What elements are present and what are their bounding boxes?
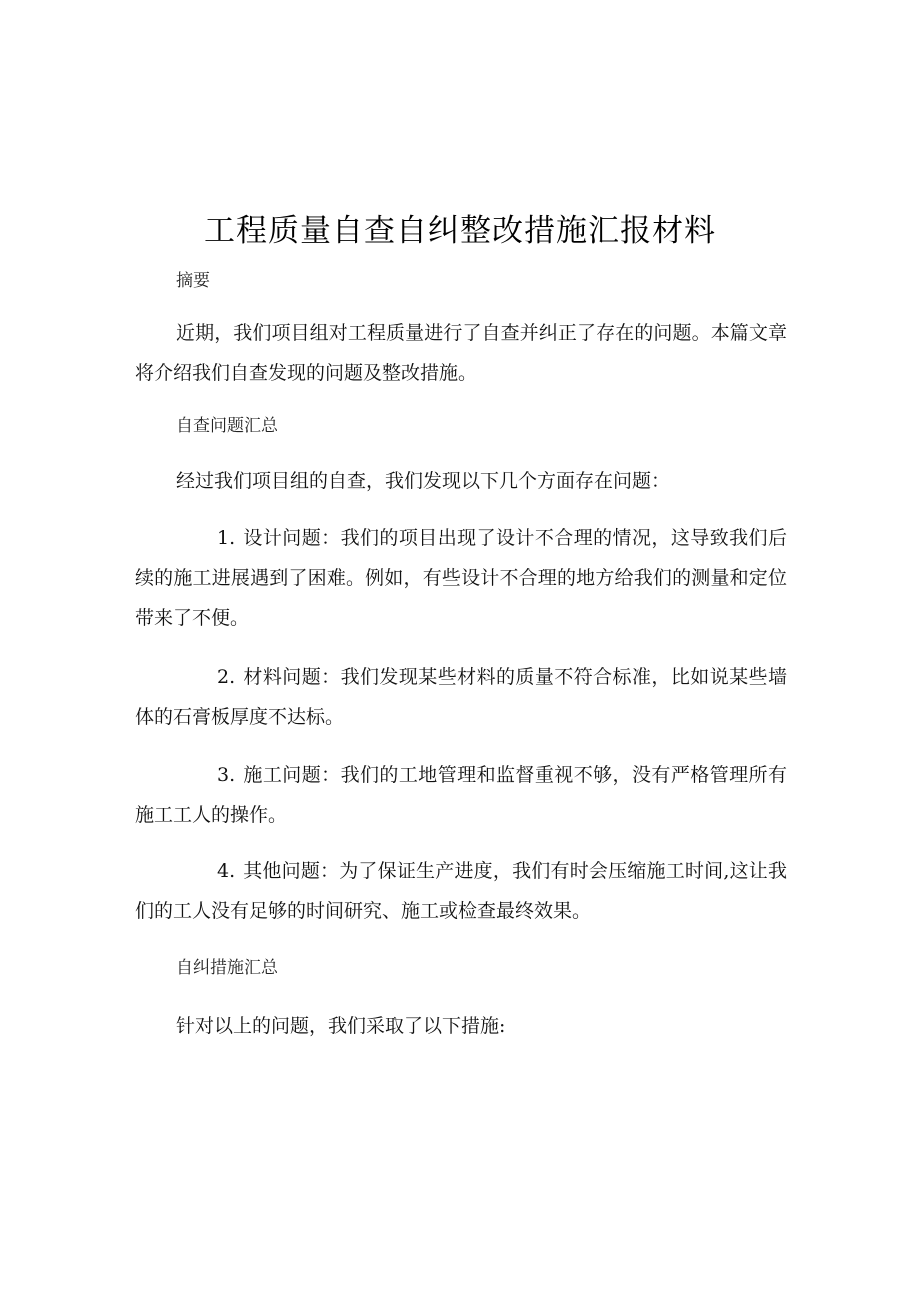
list-item: [135, 657, 787, 737]
abstract-heading: 摘要: [176, 271, 210, 291]
section-heading-self-inspection: 自查问题汇总: [176, 416, 278, 436]
list-item-number: 3.: [217, 764, 236, 786]
list-item: [135, 851, 787, 931]
section-heading-correction-measures: 自纠措施汇总: [176, 958, 278, 978]
list-item-number: 1.: [217, 527, 236, 549]
list-item-text: 施工问题：我们的工地管理和监督重视不够，没有严格管理所有施工工人的操作。: [135, 764, 787, 826]
section-lead-paragraph-measures: 针对以上的问题，我们采取了以下措施:: [176, 1015, 506, 1037]
document-title: 工程质量自查自纠整改措施汇报材料: [204, 213, 716, 249]
list-item: [135, 755, 787, 835]
list-item: [135, 518, 787, 638]
list-item-number: 2.: [217, 666, 236, 688]
list-item-number: 4.: [217, 860, 236, 882]
list-item-text: 设计问题：我们的项目出现了设计不合理的情况，这导致我们后续的施工进展遇到了困难。例如，有些设计不合理的地方给我们的测量和定位带来了不便。: [135, 527, 787, 629]
list-item-text: 材料问题：我们发现某些材料的质量不符合标准，比如说某些墙体的石膏板厚度不达标。: [135, 666, 787, 728]
intro-paragraph: 近期，我们项目组对工程质量进行了自查并纠正了存在的问题。本篇文章将介绍我们自查发现的问题及整改措施。: [135, 322, 787, 384]
section-lead-paragraph: 经过我们项目组的自查，我们发现以下几个方面存在问题：: [176, 470, 671, 492]
list-item-text: 其他问题：为了保证生产进度，我们有时会压缩施工时间,这让我们的工人没有足够的时间研究、施工或检查最终效果。: [135, 860, 787, 922]
